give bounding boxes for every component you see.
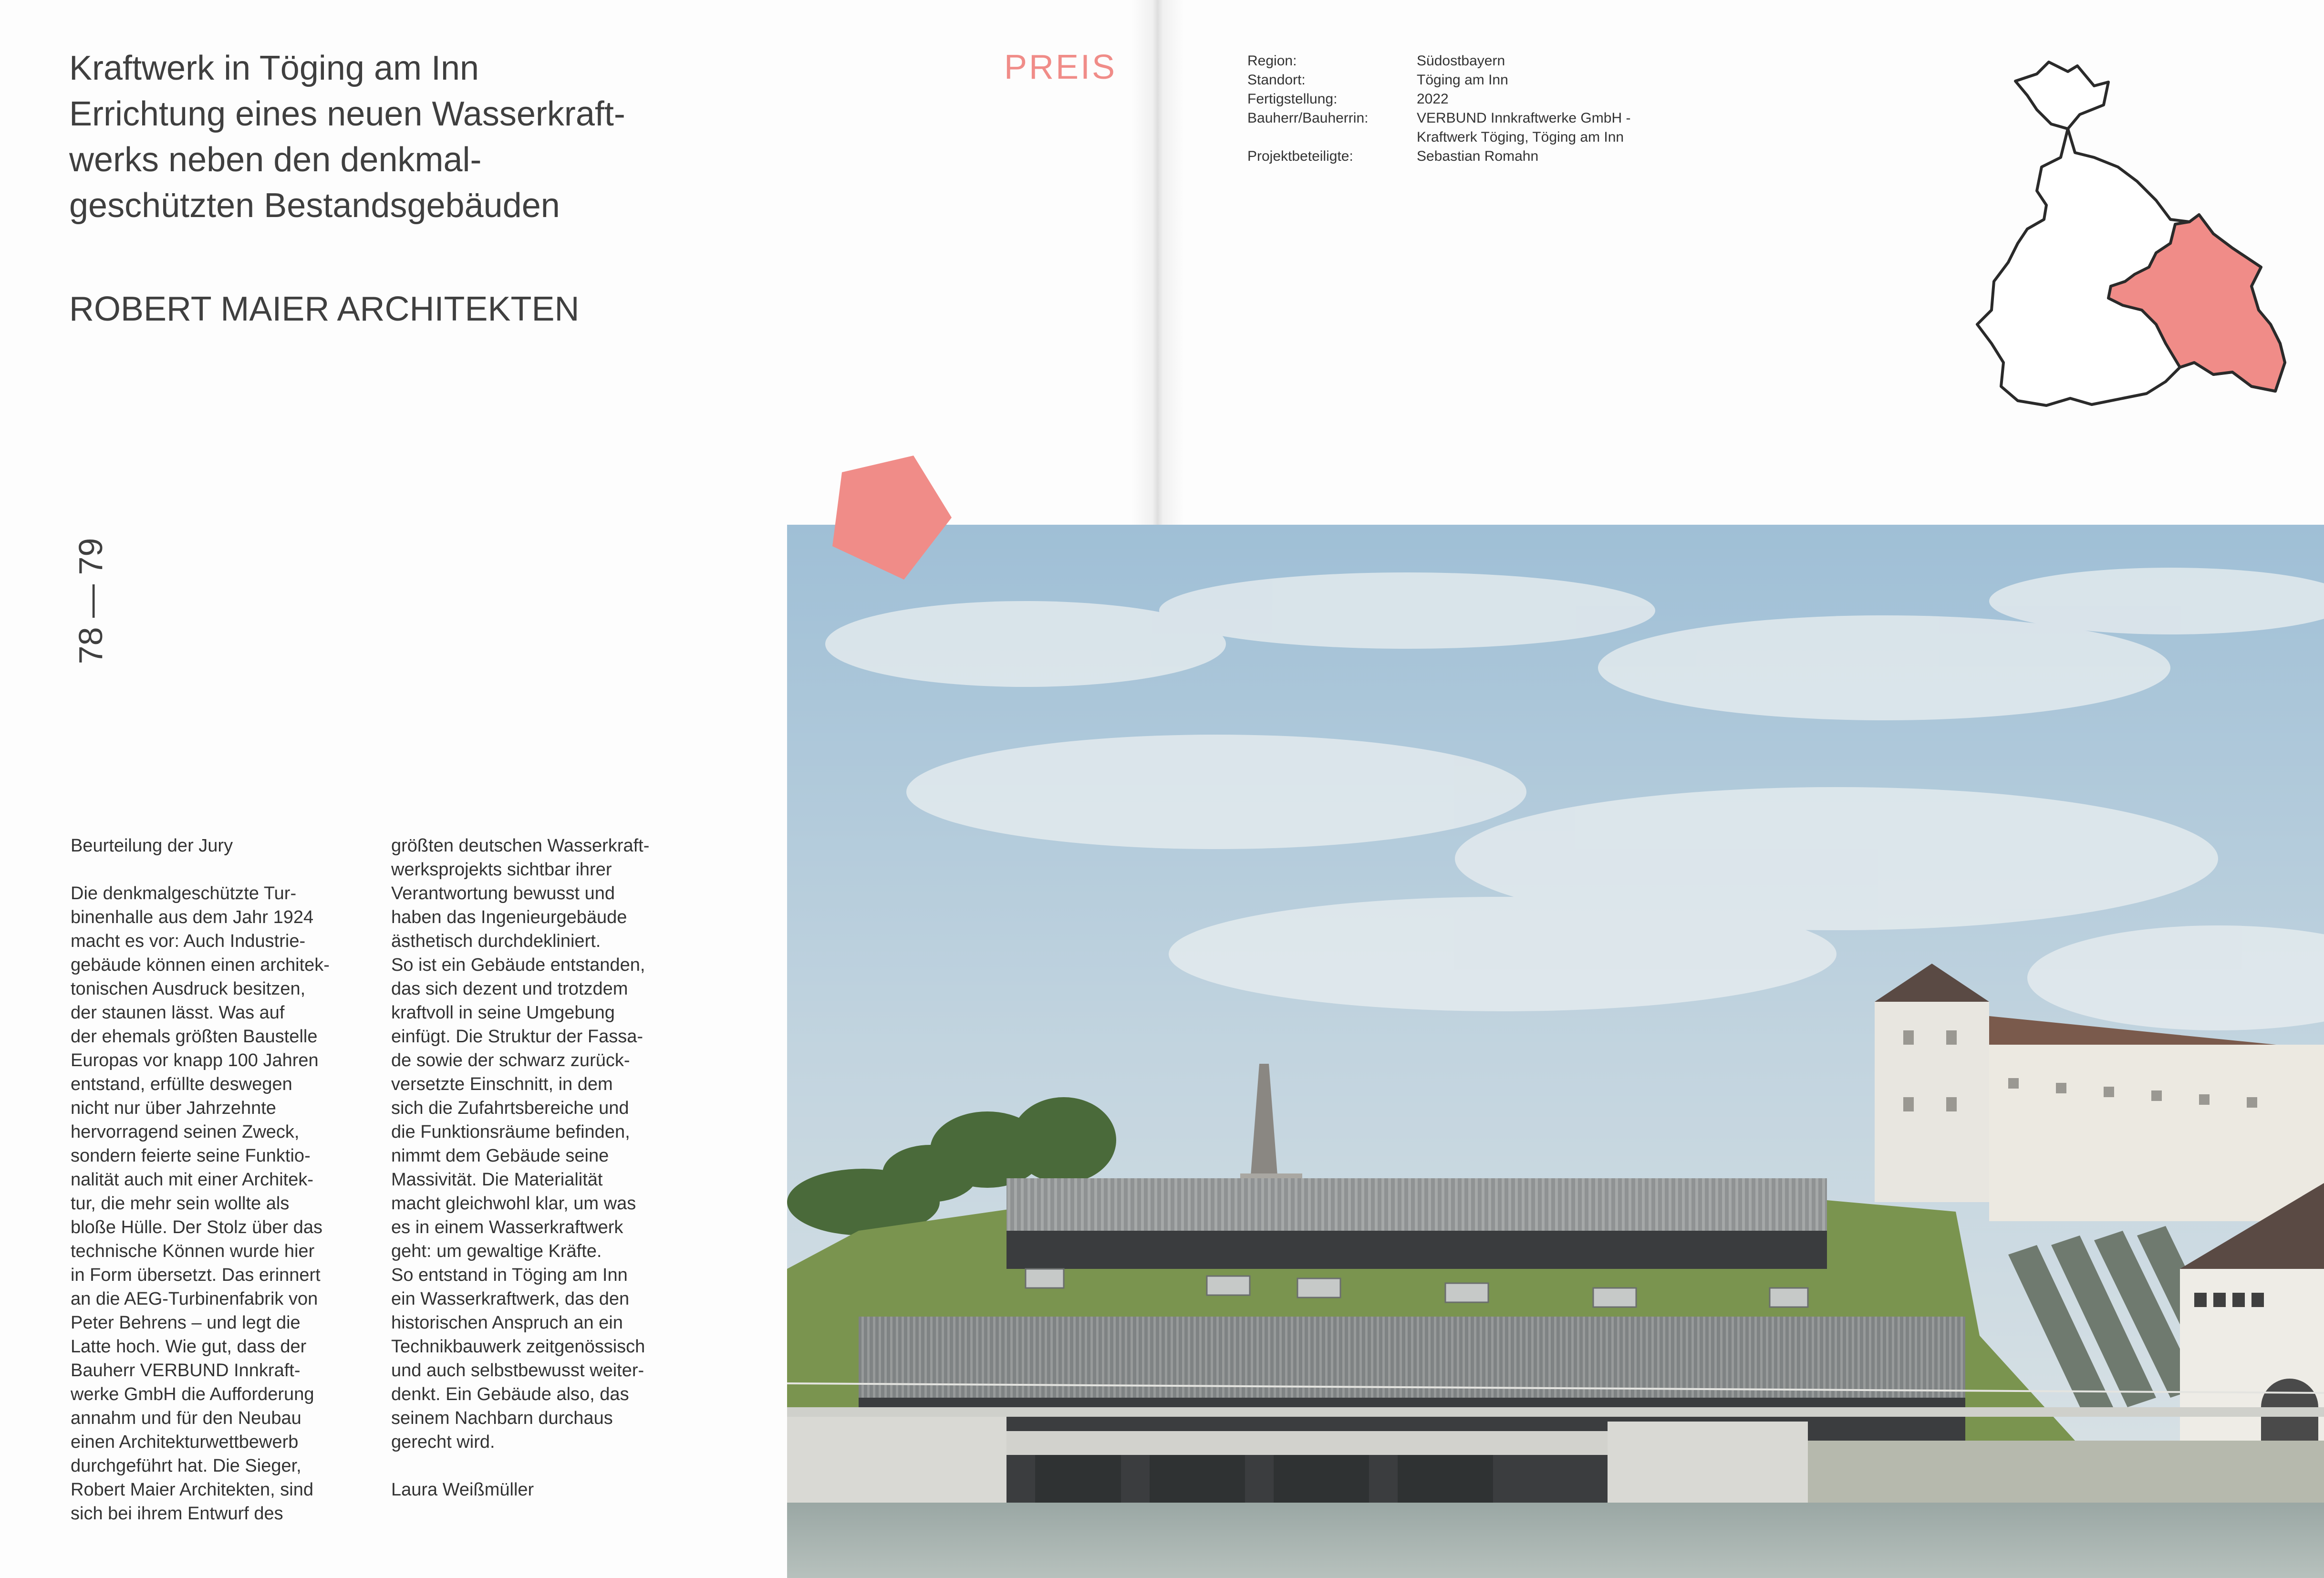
body-text-line: Laura Weißmüller [391, 1480, 534, 1500]
meta-key: Bauherr/Bauherrin: [1247, 110, 1369, 126]
meta-row [1247, 147, 1684, 166]
body-text-line: Verantwortung bewusst und [391, 883, 615, 903]
body-text-line: Beurteilung der Jury [71, 836, 233, 856]
body-text-line: sich bei ihrem Entwurf des [71, 1504, 283, 1524]
meta-key: Projektbeteiligte: [1247, 148, 1353, 164]
body-text-line: sondern feierte seine Funktio- [71, 1146, 311, 1166]
body-text-line: haben das Ingenieurgebäude [391, 907, 627, 927]
article-title [69, 45, 785, 228]
body-text-line: kraftvoll in seine Umgebung [391, 1003, 615, 1023]
meta-row [1247, 109, 1684, 128]
body-text-line: einen Architekturwettbewerb [71, 1432, 299, 1452]
body-text-line: annahm und für den Neubau [71, 1408, 301, 1428]
meta-value: Töging am Inn [1417, 72, 1508, 88]
body-text-line: werksprojekts sichtbar ihrer [391, 860, 612, 880]
meta-key: Standort: [1247, 72, 1306, 88]
meta-value: VERBUND Innkraftwerke GmbH - [1417, 110, 1631, 126]
body-text-line: So ist ein Gebäude entstanden, [391, 955, 645, 975]
body-text-line: in Form übersetzt. Das erinnert [71, 1265, 321, 1285]
body-text-line: denkt. Ein Gebäude also, das [391, 1384, 629, 1404]
body-text-line: de sowie der schwarz zurück- [391, 1050, 630, 1070]
meta-key [1247, 128, 1417, 147]
bavaria-map-icon [1965, 57, 2294, 410]
body-text-line: geht: um gewaltige Kräfte. [391, 1241, 602, 1261]
meta-row [1247, 52, 1684, 71]
meta-value: 2022 [1417, 91, 1449, 107]
body-text-line: gerecht wird. [391, 1432, 495, 1452]
body-text-line: ein Wasserkraftwerk, das den [391, 1289, 630, 1309]
body-text-line: historischen Anspruch an ein [391, 1313, 623, 1333]
body-text-line: nimmt dem Gebäude seine [391, 1146, 609, 1166]
body-text-line: sich die Zufahrtsbereiche und [391, 1098, 629, 1118]
meta-value: Südostbayern [1417, 53, 1505, 69]
award-label: PREIS [1004, 48, 1117, 86]
body-text-line: und auch selbstbewusst weiter- [391, 1360, 644, 1381]
body-text-line: hervorragend seinen Zweck, [71, 1122, 300, 1142]
meta-row [1247, 71, 1684, 90]
body-text-line: durchgeführt hat. Die Sieger, [71, 1456, 301, 1476]
body-text-line: nicht nur über Jahrzehnte [71, 1098, 276, 1118]
body-column-left [71, 834, 376, 1526]
body-text-line: Robert Maier Architekten, sind [71, 1480, 314, 1500]
body-text-line [391, 1454, 696, 1478]
project-meta [1247, 52, 1684, 166]
body-text-line: größten deutschen Wasserkraft- [391, 836, 650, 856]
title-line: werks neben den denkmal- [69, 141, 482, 179]
power-plant-photo [787, 525, 2324, 1578]
body-text-line: Die denkmalgeschützte Tur- [71, 883, 297, 903]
body-text-line: bloße Hülle. Der Stolz über das [71, 1217, 323, 1237]
body-text-line: der ehemals größten Baustelle [71, 1027, 318, 1047]
body-text-line: werke GmbH die Aufforderung [71, 1384, 314, 1404]
title-line: Kraftwerk in Töging am Inn [69, 49, 479, 87]
body-text-line: seinem Nachbarn durchaus [391, 1408, 613, 1428]
body-text-line: nalität auch mit einer Architek- [71, 1170, 314, 1190]
meta-row [1247, 90, 1684, 109]
architect-name: ROBERT MAIER ARCHITEKTEN [69, 290, 580, 328]
body-text-line: Massivität. Die Materialität [391, 1170, 603, 1190]
body-text-line [71, 858, 376, 882]
body-text-line: versetzte Einschnitt, in dem [391, 1074, 613, 1094]
body-text-line: gebäude können einen architek- [71, 955, 330, 975]
body-text-line: macht es vor: Auch Industrie- [71, 931, 306, 951]
body-column-right [391, 834, 696, 1502]
body-text-line: Bauherr VERBUND Innkraft- [71, 1360, 301, 1381]
title-line: Errichtung eines neuen Wasserkraft- [69, 95, 625, 133]
body-text-line: Europas vor knapp 100 Jahren [71, 1050, 319, 1070]
title-line: geschützten Bestandsgebäuden [69, 187, 560, 225]
body-text-line: ästhetisch durchdekliniert. [391, 931, 601, 951]
body-text-line: Peter Behrens – und legt die [71, 1313, 301, 1333]
meta-value: Sebastian Romahn [1417, 148, 1539, 164]
body-text-line: entstand, erfüllte deswegen [71, 1074, 292, 1094]
meta-key: Region: [1247, 53, 1297, 69]
page-numbers-text: 78 — 79 [72, 538, 109, 664]
body-text-line: es in einem Wasserkraftwerk [391, 1217, 623, 1237]
body-text-line: technische Können wurde hier [71, 1241, 315, 1261]
body-text-line: tur, die mehr sein wollte als [71, 1194, 290, 1214]
body-text-line: binenhalle aus dem Jahr 1924 [71, 907, 314, 927]
meta-value: Kraftwerk Töging, Töging am Inn [1417, 129, 1624, 145]
body-text-line: das sich dezent und trotzdem [391, 979, 628, 999]
body-text-line: an die AEG-Turbinenfabrik von [71, 1289, 318, 1309]
meta-row [1247, 128, 1684, 147]
body-text-line: macht gleichwohl klar, um was [391, 1194, 636, 1214]
body-text-line: der staunen lässt. Was auf [71, 1003, 285, 1023]
body-text-line: die Funktionsräume befinden, [391, 1122, 630, 1142]
accent-pentagon-icon [832, 456, 956, 582]
body-text-line: Technikbauwerk zeitgenössisch [391, 1337, 645, 1357]
page-numbers [57, 525, 124, 677]
body-text-line: tonischen Ausdruck besitzen, [71, 979, 306, 999]
body-text-line: einfügt. Die Struktur der Fassa- [391, 1027, 643, 1047]
body-text-line: So entstand in Töging am Inn [391, 1265, 628, 1285]
body-text-line: Latte hoch. Wie gut, dass der [71, 1337, 307, 1357]
meta-key: Fertigstellung: [1247, 91, 1338, 107]
